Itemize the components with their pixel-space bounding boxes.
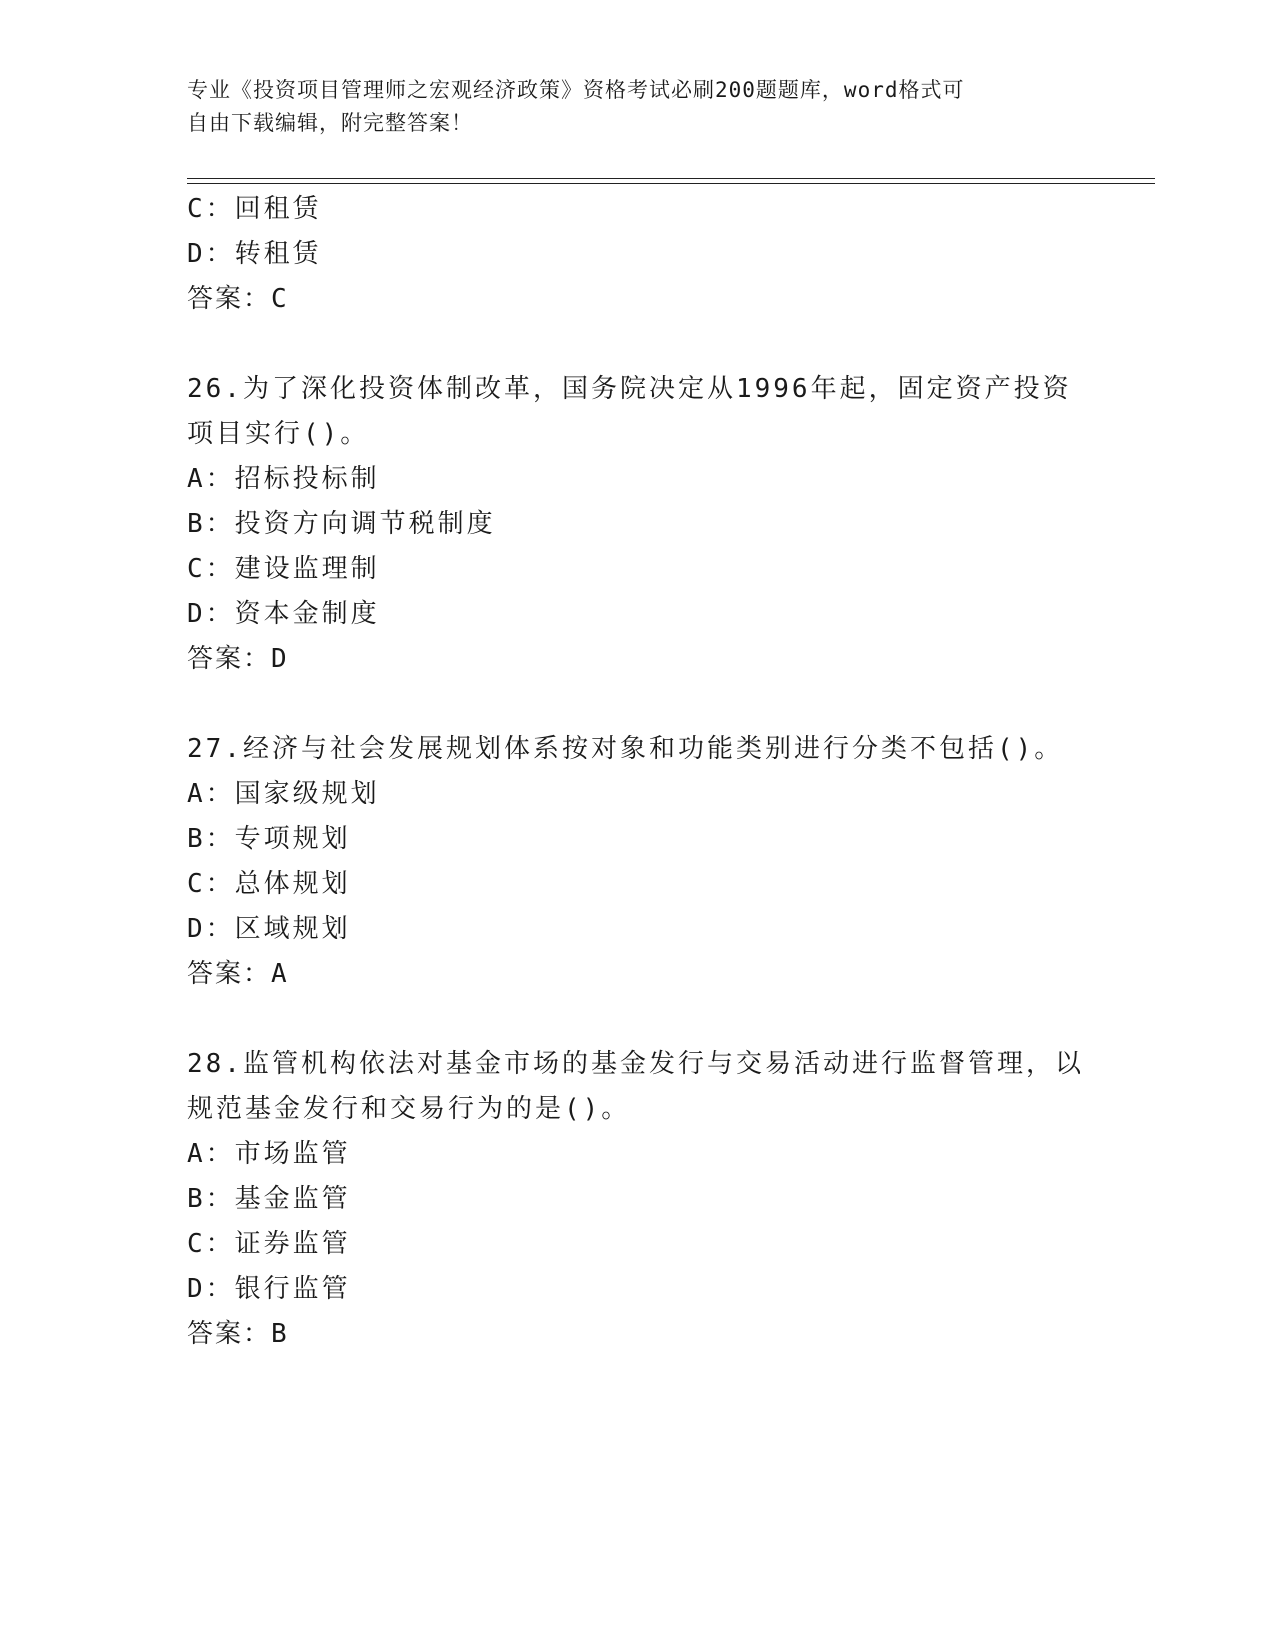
document-header (187, 74, 1067, 140)
q25-option-c: C：回租赁 (187, 194, 322, 224)
q25-answer: 答案：C (187, 284, 289, 314)
q26-option-d: D：资本金制度 (187, 599, 380, 629)
q27-option-a: A：国家级规划 (187, 779, 380, 809)
q28-stem-line-1: 28.监管机构依法对基金市场的基金发行与交易活动进行监督管理，以 (187, 1049, 1084, 1079)
q27-option-b: B：专项规划 (187, 824, 351, 854)
q28-option-a: A：市场监管 (187, 1139, 351, 1169)
q26-option-a: A：招标投标制 (187, 464, 380, 494)
q25-option-d: D：转租赁 (187, 239, 322, 269)
header-line-2: 自由下载编辑，附完整答案！ (187, 111, 473, 135)
q28-answer: 答案：B (187, 1319, 289, 1349)
q26-stem-line-1: 26.为了深化投资体制改革，国务院决定从1996年起，固定资产投资 (187, 374, 1072, 404)
q26-answer: 答案：D (187, 644, 289, 674)
header-divider-top (187, 178, 1155, 179)
q27-option-c: C：总体规划 (187, 869, 351, 899)
header-line-1: 专业《投资项目管理师之宏观经济政策》资格考试必刷200题题库，word格式可 (187, 78, 965, 102)
q27-option-d: D：区域规划 (187, 914, 351, 944)
q27-answer: 答案：A (187, 959, 289, 989)
q26-option-b: B：投资方向调节税制度 (187, 509, 496, 539)
q28-option-d: D：银行监管 (187, 1274, 351, 1304)
q28-stem-line-2: 规范基金发行和交易行为的是()。 (187, 1094, 631, 1124)
q26-stem-line-2: 项目实行()。 (187, 419, 370, 449)
q28-option-b: B：基金监管 (187, 1184, 351, 1214)
q26-option-c: C：建设监理制 (187, 554, 380, 584)
header-divider-bottom (187, 183, 1155, 184)
q27-stem-line-1: 27.经济与社会发展规划体系按对象和功能类别进行分类不包括()。 (187, 734, 1064, 764)
q28-option-c: C：证券监管 (187, 1229, 351, 1259)
